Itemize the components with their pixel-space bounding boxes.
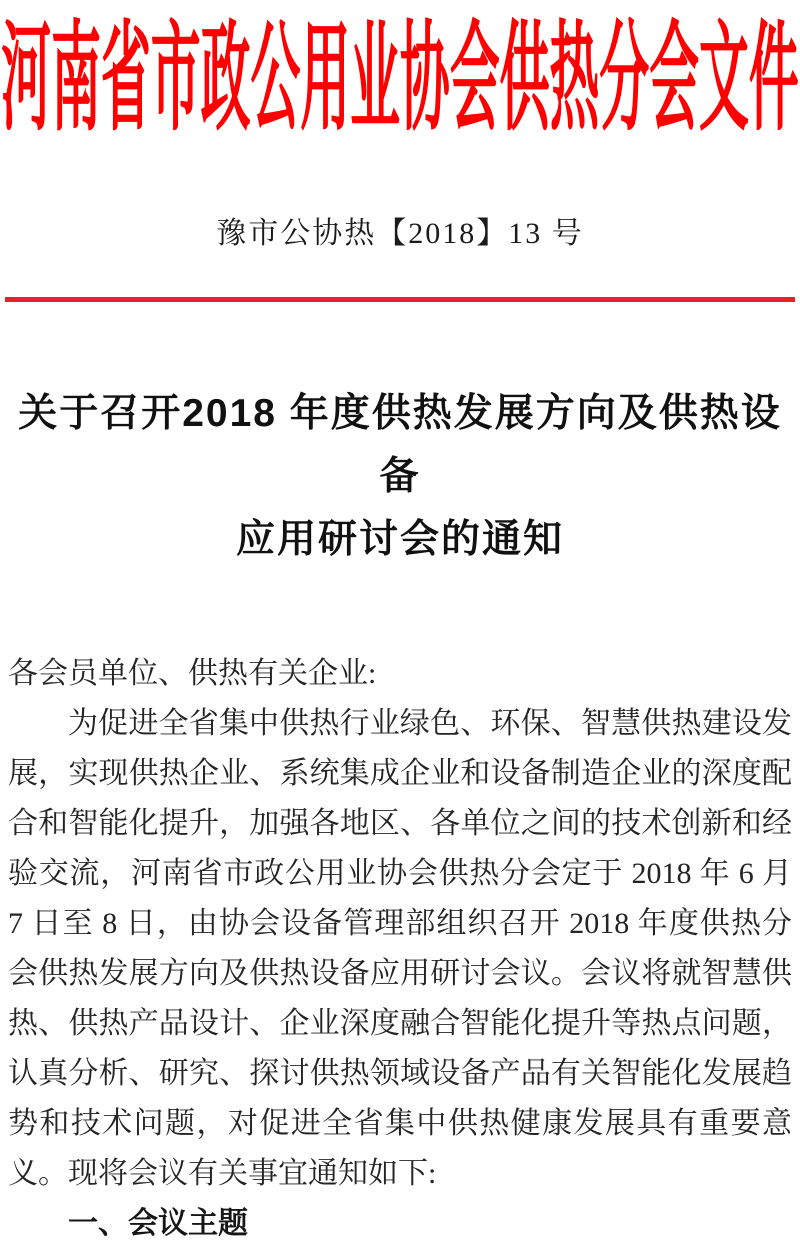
letterhead-title: 河南省市政公用业协会供热分会文件 <box>1 14 799 146</box>
document-number: 豫市公协热【2018】13 号 <box>216 217 584 250</box>
notice-title-line-2: 应用研讨会的通知 <box>235 518 564 561</box>
body-paragraph: 为促进全省集中供热行业绿色、环保、智慧供热建设发展，实现供热企业、系统集成企业和设备制造企业的深度配合和智能化提升，加强各地区、各单位之间的技术创新和经验交流，河南省市政公用业协会供热分会定于 2018 年 6 月 7 日至 8 日，由协会设备管理部组织召开 2018 年度供热分会供热发展方向及供热设备应用研讨会议。会议将就智慧供热、供热产品设计、企业深度融合智能化提升等热点问题，认真分析、研究、探讨供热领域设备产品有关智能化发展趋势和技术问题，对促进全省集中供热健康发展具有重要意义。现将会议有关事宜通知如下: <box>8 707 792 1190</box>
red-divider-line <box>5 297 795 302</box>
notice-title-line-1: 关于召开2018 年度供热发展方向及供热设备 <box>18 392 782 498</box>
section-heading-meeting-theme: 一、会议主题 <box>68 1207 248 1240</box>
salutation: 各会员单位、供热有关企业: <box>8 657 377 690</box>
document-page <box>0 14 800 1240</box>
letterhead <box>0 14 800 146</box>
notice-body <box>8 649 792 1249</box>
notice-title <box>0 382 800 571</box>
